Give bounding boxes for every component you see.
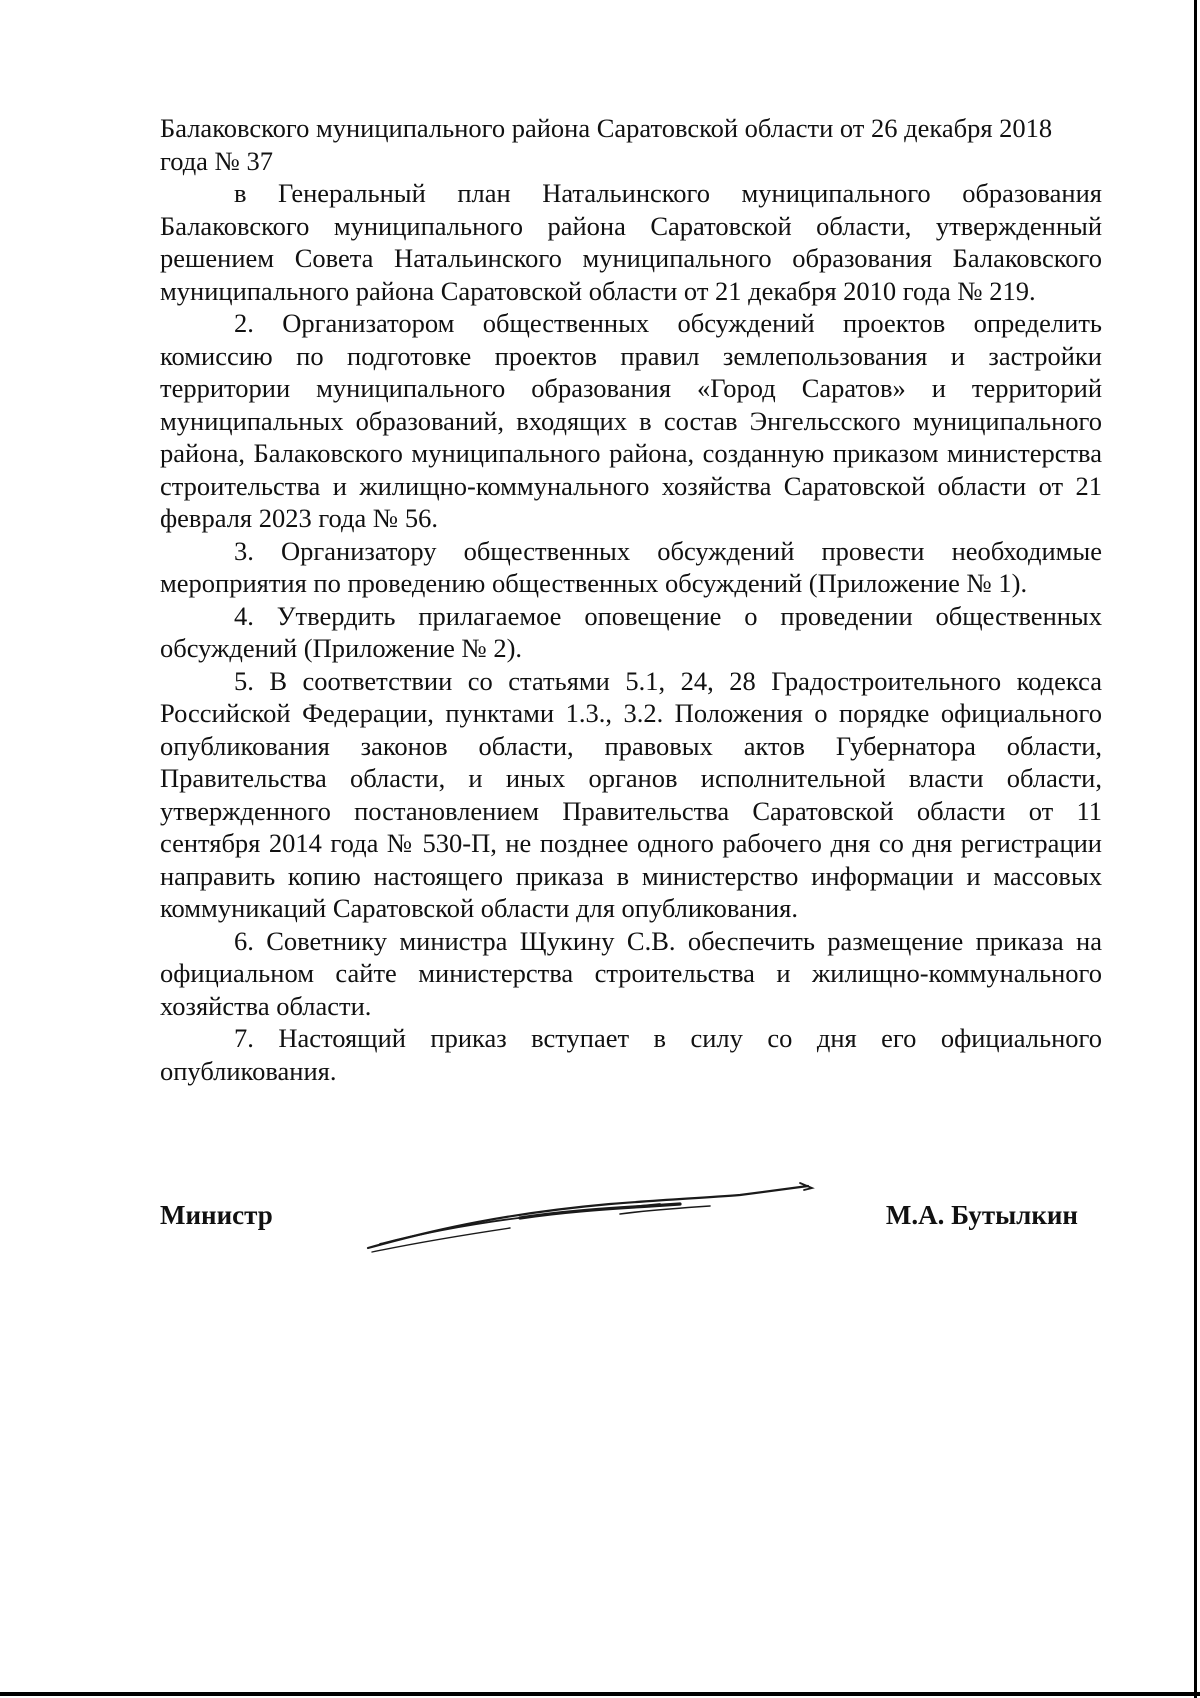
paragraph-7: 7. Настоящий приказ вступает в силу со дня его официального опубликования. xyxy=(160,1023,1102,1086)
document-body xyxy=(160,112,1102,1087)
handwritten-signature xyxy=(360,1168,820,1258)
paragraph-4: 4. Утвердить прилагаемое оповещение о проведении общественных обсуждений (Приложение № 2). xyxy=(160,600,1102,663)
signatory-title: Министр xyxy=(160,1200,273,1230)
paragraph-1-tail: в Генеральный план Натальинского муниципального образования Балаковского муниципального района Саратовской области, утвержденный решением Совета Натальинского муниципального образования Балаковского муниципального района Саратовской области от 21 декабря 2010 года № 219. xyxy=(160,178,1102,306)
scan-edge-bottom xyxy=(0,1692,1200,1696)
paragraph-continuation: Балаковского муниципального района Саратовской области от 26 декабря 2018 года № 37 xyxy=(160,113,1053,176)
paragraph-3: 3. Организатору общественных обсуждений провести необходимые мероприятия по проведению общественных обсуждений (Приложение № 1). xyxy=(160,535,1102,598)
paragraph-2: 2. Организатором общественных обсуждений проектов определить комиссию по подготовке проектов правил землепользования и застройки территории муниципального образования «Город Саратов» и территорий муниципальных образований, входящих в состав Энгельсского муниципального района, Балаковского муниципального района, созданную приказом министерства строительства и жилищно-коммунального хозяйства Саратовской области от 21 февраля 2023 года № 56. xyxy=(160,308,1102,533)
paragraph-5: 5. В соответствии со статьями 5.1, 24, 28 Градостроительного кодекса Российской Федерации, пунктами 1.3., 3.2. Положения о порядке официального опубликования законов области, правовых актов Губернатора области, Правительства области, и иных органов исполнительной власти области, утвержденного постановлением Правительства Саратовской области от 11 сентября 2014 года № 530-П, не позднее одного рабочего дня со дня регистрации направить копию настоящего приказа в министерство информации и массовых коммуникаций Саратовской области для опубликования. xyxy=(160,665,1102,923)
scan-edge-right xyxy=(1194,0,1197,1698)
paragraph-6: 6. Советнику министра Щукину С.В. обеспечить размещение приказа на официальном сайте министерства строительства и жилищно-коммунального хозяйства области. xyxy=(160,925,1102,1021)
signatory-name: М.А. Бутылкин xyxy=(885,1200,1078,1230)
